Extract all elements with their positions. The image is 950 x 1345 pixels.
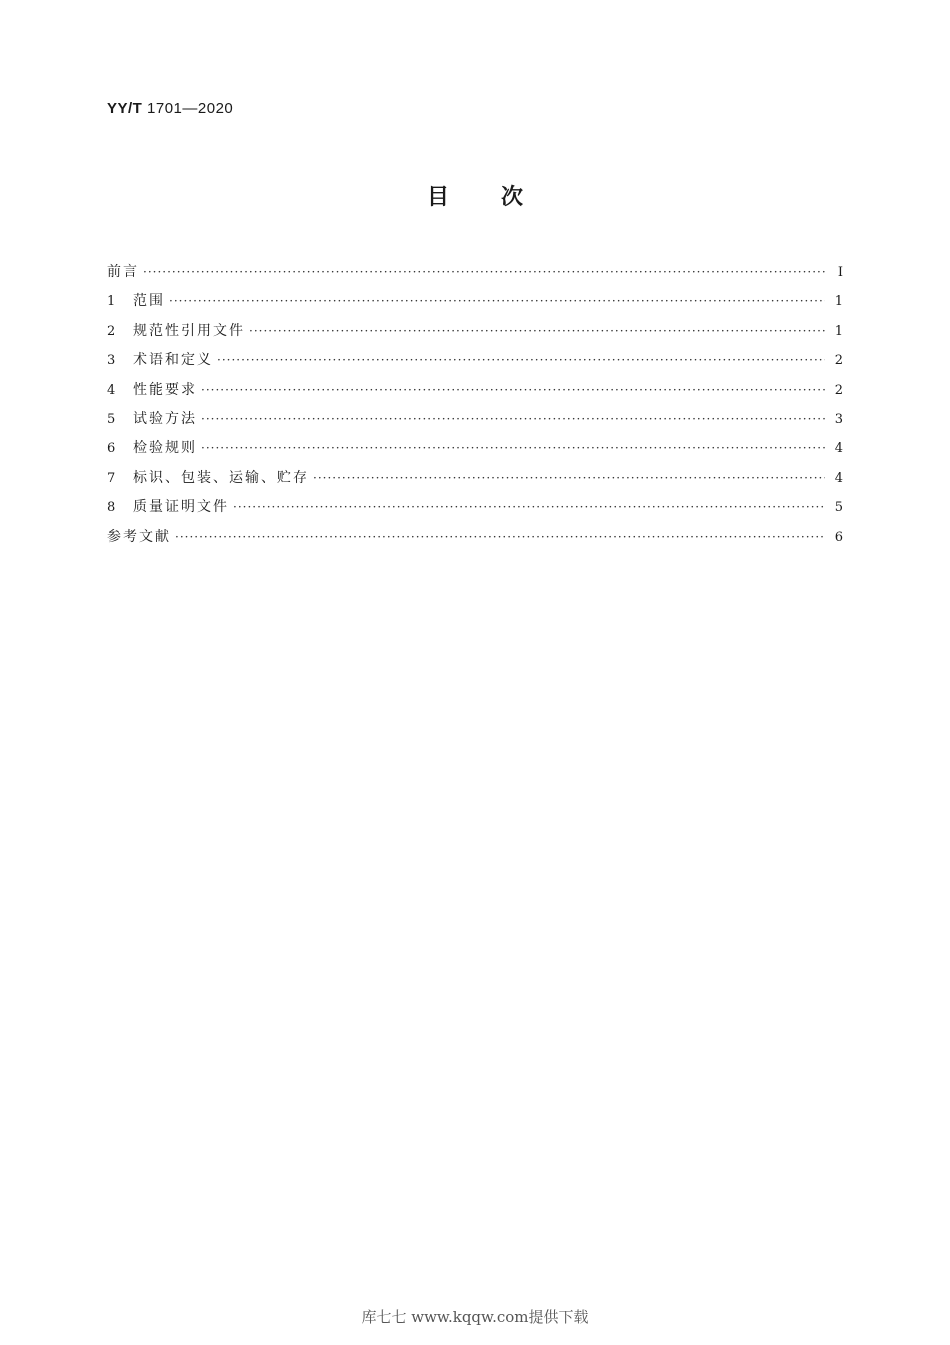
page-title: 目次 xyxy=(426,185,575,210)
toc-entry[interactable] xyxy=(107,317,843,346)
toc-entry-number: 8 xyxy=(107,500,116,516)
toc-leader-dots xyxy=(313,464,825,493)
toc-leader-dots xyxy=(143,258,825,287)
toc-entry[interactable] xyxy=(107,434,843,463)
toc-entry-label: 规范性引用文件 xyxy=(133,322,245,339)
standard-code xyxy=(107,100,233,117)
toc-entry[interactable] xyxy=(107,287,843,316)
toc-entry[interactable] xyxy=(107,405,843,434)
toc-entry-page: 2 xyxy=(834,353,843,369)
toc-leader-dots xyxy=(233,493,825,522)
toc-entry-page: 1 xyxy=(834,294,843,310)
standard-number: 1701—2020 xyxy=(147,100,234,117)
toc-entry-label: 术语和定义 xyxy=(133,352,213,369)
toc-entry-label: 性能要求 xyxy=(133,381,197,398)
toc-entry-number: 7 xyxy=(107,470,116,486)
toc-entry-label: 参考文献 xyxy=(107,528,171,545)
toc-entry[interactable] xyxy=(107,523,843,552)
toc-entry-label: 检验规则 xyxy=(133,440,197,457)
toc-leader-dots xyxy=(201,376,825,405)
toc-entry-number: 5 xyxy=(107,411,116,427)
toc-leader-dots xyxy=(175,523,825,552)
toc-entry[interactable] xyxy=(107,346,843,375)
toc-entry[interactable] xyxy=(107,464,843,493)
toc-leader-dots xyxy=(217,346,825,375)
standard-prefix: YY/T xyxy=(107,100,143,117)
toc-entry-page: 4 xyxy=(834,441,843,457)
toc-leader-dots xyxy=(201,405,825,434)
footer-watermark: 库七七 www.kqqw.com提供下载 xyxy=(361,1308,589,1326)
toc-entry-page: 6 xyxy=(834,529,843,545)
toc-entry-label: 范围 xyxy=(133,293,165,310)
toc-entry-label: 试验方法 xyxy=(133,410,197,427)
toc-entry[interactable] xyxy=(107,376,843,405)
toc-leader-dots xyxy=(249,317,825,346)
toc-leader-dots xyxy=(169,287,825,316)
toc-entry-number: 3 xyxy=(107,353,116,369)
toc-entry-number: 4 xyxy=(107,382,116,398)
toc-entry[interactable] xyxy=(107,493,843,522)
toc-entry-label: 质量证明文件 xyxy=(133,499,229,516)
toc-entry-page: 1 xyxy=(834,323,843,339)
toc-entry-page: 3 xyxy=(834,411,843,427)
toc-entry[interactable] xyxy=(107,258,843,287)
toc-entry-label: 标识、包装、运输、贮存 xyxy=(133,469,309,486)
toc-entry-number: 2 xyxy=(107,323,116,339)
toc-entry-page: 2 xyxy=(834,382,843,398)
toc-entry-label: 前言 xyxy=(107,264,139,280)
toc-entry-page: Ⅰ xyxy=(837,265,843,280)
toc-entry-number: 6 xyxy=(107,441,116,457)
toc-entry-page: 4 xyxy=(834,470,843,486)
toc-leader-dots xyxy=(201,434,825,463)
table-of-contents xyxy=(107,258,843,552)
toc-entry-number: 1 xyxy=(107,294,116,310)
toc-entry-page: 5 xyxy=(834,500,843,516)
